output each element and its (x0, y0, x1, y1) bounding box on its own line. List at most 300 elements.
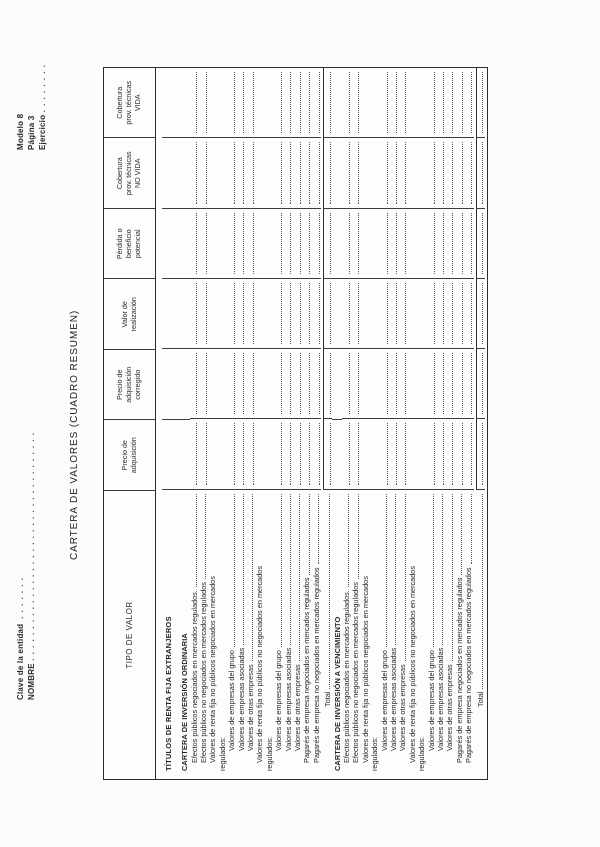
cell-dotted-line (387, 283, 388, 344)
table-row (436, 68, 445, 779)
row-label: Efectos públicos negociados en mercados regulados. (342, 590, 352, 763)
cell-dotted-line (196, 424, 197, 485)
column-header (104, 68, 155, 139)
cell-dotted-line (349, 72, 350, 133)
data-cell (464, 279, 473, 349)
cell-dotted-line (452, 283, 453, 344)
table-row (274, 68, 283, 779)
data-cell (199, 349, 208, 419)
cell-dotted-line (300, 283, 301, 344)
nombre-fill-dots: . . . . . . . . . . . . . . . . . . . . . . . . . . . . . . . . . . . . (27, 431, 36, 661)
data-cell (227, 209, 236, 279)
row-label: Efectos públicos negociados en mercados regulados. (189, 590, 199, 763)
column-header-line: potencial (132, 229, 142, 259)
table-row (284, 68, 293, 779)
data-cell (208, 68, 227, 138)
table-row (342, 68, 351, 779)
cell-dotted-line (234, 142, 235, 203)
cell-dotted-line (358, 353, 359, 414)
cell-dotted-line (396, 353, 397, 414)
data-cell (408, 138, 427, 208)
data-cell (332, 279, 342, 349)
table-row (380, 68, 389, 779)
row-label-cell (427, 490, 436, 779)
data-cell (237, 68, 246, 138)
row-label: Valores de renta fija no públicos no negociados en mercados (407, 565, 417, 763)
leader-dots (471, 494, 472, 565)
cell-dotted-line (482, 283, 483, 344)
data-cell (274, 138, 283, 208)
data-cell (180, 138, 190, 208)
tipo-de-valor-header: TIPO DE VALOR (125, 601, 134, 669)
cell-dotted-line (243, 283, 244, 344)
cell-dotted-line (281, 142, 282, 203)
data-cell (312, 349, 321, 419)
row-label: CARTERA DE INVERSIÓN ORDINARIA (180, 633, 190, 771)
cell-dotted-line (482, 353, 483, 414)
cell-dotted-line (387, 213, 388, 274)
clave-line (15, 432, 26, 700)
row-label: Valores de renta fija no públicos negociados en mercados (208, 576, 218, 763)
data-cell (323, 68, 332, 138)
row-label-cell (476, 490, 485, 779)
column-header-line: corregido (132, 369, 142, 400)
data-cell (274, 209, 283, 279)
data-cell (255, 209, 274, 279)
row-label-cell (323, 490, 332, 779)
column-header (104, 280, 155, 351)
data-cell (246, 138, 255, 208)
cell-dotted-line (452, 423, 453, 484)
data-cell (361, 68, 380, 138)
cell-dotted-line (349, 213, 350, 274)
page-line: Página 3 (27, 115, 36, 150)
data-cell (255, 420, 274, 490)
row-label-cell (246, 490, 255, 779)
leader-dots (281, 494, 282, 647)
data-cell (455, 420, 464, 490)
leader-dots (234, 494, 235, 647)
data-cell (332, 209, 342, 279)
cell-dotted-line (319, 424, 320, 485)
data-cell (361, 420, 380, 490)
data-cell (237, 209, 246, 279)
data-cell (227, 419, 236, 489)
cell-dotted-line (309, 142, 310, 203)
table-row (398, 68, 407, 779)
cell-dotted-line (405, 72, 406, 133)
row-label-cell (173, 490, 180, 779)
leader-dots (442, 494, 443, 645)
data-cell (274, 419, 283, 489)
cell-dotted-line (281, 283, 282, 344)
data-cell (342, 68, 351, 138)
data-cell (476, 68, 485, 138)
data-cell (476, 209, 485, 279)
column-headers (104, 68, 155, 491)
data-cell (180, 279, 190, 349)
row-label: Valores de empresas del grupo (426, 650, 436, 751)
cell-dotted-line (471, 142, 472, 203)
cell-dotted-line (234, 353, 235, 414)
table-row (293, 68, 302, 779)
data-cell (284, 138, 293, 208)
data-cell (389, 419, 398, 489)
data-cell (302, 279, 311, 349)
row-label: Valores de empresas asociadas (436, 647, 445, 751)
cell-dotted-line (396, 72, 397, 133)
cell-dotted-line (405, 142, 406, 203)
data-cell (323, 138, 332, 208)
data-cell (476, 138, 485, 208)
row-label-wrap: regulados: (417, 736, 427, 771)
data-cell (332, 68, 342, 138)
data-cell (302, 209, 311, 279)
cell-dotted-line (482, 142, 483, 203)
table-row (476, 68, 485, 779)
row-label-cell (293, 490, 302, 779)
cell-dotted-line (309, 213, 310, 274)
data-cell (427, 279, 436, 349)
cell-dotted-line (253, 283, 254, 344)
data-cell (351, 68, 360, 138)
cell-dotted-line (387, 423, 388, 484)
table-row (237, 68, 246, 779)
cell-dotted-line (253, 72, 254, 133)
cell-dotted-line (349, 353, 350, 414)
data-cell (445, 68, 454, 138)
data-cell (255, 68, 274, 138)
row-label: Valores de otras empresas (398, 664, 408, 751)
cell-dotted-line (309, 283, 310, 344)
nombre-line (26, 432, 37, 700)
data-cell (445, 209, 454, 279)
cell-dotted-line (206, 213, 207, 274)
cell-dotted-line (387, 353, 388, 414)
data-cell (199, 420, 208, 490)
data-cell (162, 68, 173, 138)
cell-dotted-line (434, 283, 435, 344)
leader-dots (482, 494, 483, 689)
data-cell (162, 279, 173, 349)
data-cell (351, 138, 360, 208)
cell-dotted-line (358, 213, 359, 274)
cell-dotted-line (243, 142, 244, 203)
row-label-cell (274, 490, 283, 779)
data-cell (227, 138, 236, 208)
row-label-cell (398, 490, 407, 779)
table-row (455, 68, 464, 779)
row-label-cell (342, 490, 351, 779)
data-cell (190, 68, 199, 138)
cell-dotted-line (471, 424, 472, 485)
cell-dotted-line (358, 142, 359, 203)
column-header-line: prov. técnicas (124, 151, 134, 196)
leader-dots (299, 494, 300, 662)
data-cell (190, 420, 199, 490)
row-label: Total (323, 691, 333, 707)
cell-dotted-line (405, 423, 406, 484)
leader-dots (386, 494, 387, 647)
cell-dotted-line (206, 142, 207, 203)
data-cell (464, 349, 473, 419)
data-cell (312, 138, 321, 208)
cell-dotted-line (434, 423, 435, 484)
data-cell (173, 138, 180, 208)
data-cell (361, 209, 380, 279)
table-row (173, 68, 180, 779)
cell-dotted-line (396, 142, 397, 203)
row-label-cell (162, 490, 173, 779)
data-cell (436, 419, 445, 489)
table-row (246, 68, 255, 779)
data-cell (274, 279, 283, 349)
data-cell (302, 138, 311, 208)
summary-table (103, 67, 488, 780)
data-cell (255, 279, 274, 349)
cell-dotted-line (319, 353, 320, 414)
data-cell (180, 420, 190, 490)
data-cell (351, 349, 360, 419)
row-label-cell (445, 490, 454, 779)
data-cell (408, 279, 427, 349)
data-cell (180, 349, 190, 419)
data-cell (173, 349, 180, 419)
exercise-label: Ejercicio (38, 114, 47, 150)
cell-dotted-line (396, 213, 397, 274)
data-cell (190, 279, 199, 349)
row-label: Valores de renta fija no públicos negociados en mercados (360, 576, 370, 763)
data-cell (455, 209, 464, 279)
row-label-cell (436, 490, 445, 779)
data-cell (208, 420, 227, 490)
column-header (104, 350, 155, 421)
data-cell (398, 419, 407, 489)
data-cell (389, 68, 398, 138)
cell-dotted-line (462, 142, 463, 203)
cell-dotted-line (443, 213, 444, 274)
row-label: CARTERA DE INVERSIÓN A VENCIMIENTO (332, 616, 342, 771)
data-cell (302, 420, 311, 490)
cell-dotted-line (443, 353, 444, 414)
cell-dotted-line (471, 213, 472, 274)
table-row (464, 68, 473, 779)
data-cell (199, 68, 208, 138)
data-cell (436, 68, 445, 138)
row-label: Valores de empresas del grupo (379, 650, 389, 751)
cell-dotted-line (319, 213, 320, 274)
data-cell (464, 420, 473, 490)
data-cell (199, 279, 208, 349)
data-cell (246, 279, 255, 349)
data-cell (361, 138, 380, 208)
data-cell (323, 419, 332, 489)
cell-dotted-line (405, 213, 406, 274)
table-body (156, 68, 489, 779)
data-cell (351, 209, 360, 279)
row-label: Valores de otras empresas (445, 664, 455, 751)
data-cell (342, 349, 351, 419)
cell-dotted-line (300, 353, 301, 414)
row-label-cell (237, 490, 246, 779)
data-cell (312, 279, 321, 349)
data-cell (323, 209, 332, 279)
cell-dotted-line (309, 424, 310, 485)
data-cell (199, 209, 208, 279)
column-header-line: Cobertura (115, 86, 125, 119)
cell-dotted-line (462, 213, 463, 274)
cell-dotted-line (462, 72, 463, 133)
cell-dotted-line (452, 72, 453, 133)
cell-dotted-line (358, 424, 359, 485)
data-cell (380, 419, 389, 489)
data-cell (332, 420, 342, 490)
cell-dotted-line (452, 213, 453, 274)
cell-dotted-line (462, 353, 463, 414)
table-row (180, 68, 190, 779)
data-cell (398, 209, 407, 279)
row-label-cell (284, 490, 293, 779)
cell-dotted-line (452, 142, 453, 203)
data-cell (190, 209, 199, 279)
cell-dotted-line (290, 353, 291, 414)
data-cell (323, 349, 332, 419)
data-cell (408, 68, 427, 138)
data-cell (208, 279, 227, 349)
data-cell (342, 420, 351, 490)
table-row (332, 68, 342, 779)
data-cell (199, 138, 208, 208)
data-cell (208, 209, 227, 279)
data-cell (274, 349, 283, 419)
leader-dots (196, 494, 197, 587)
data-cell (436, 209, 445, 279)
data-cell (389, 279, 398, 349)
data-cell (389, 349, 398, 419)
data-cell (255, 138, 274, 208)
row-label-wrap: regulados: (264, 736, 274, 771)
row-label: Valores de otras empresas (292, 664, 302, 751)
row-label: Valores de renta fija no públicos no negociados en mercados (255, 565, 265, 763)
data-cell (293, 419, 302, 489)
data-cell (302, 68, 311, 138)
data-cell (342, 209, 351, 279)
data-cell (312, 209, 321, 279)
row-label-cell (464, 490, 473, 779)
cell-dotted-line (281, 213, 282, 274)
leader-dots (329, 494, 330, 689)
data-cell (342, 138, 351, 208)
data-cell (274, 68, 283, 138)
cell-dotted-line (309, 72, 310, 133)
data-cell (284, 68, 293, 138)
table-row (427, 68, 436, 779)
cell-dotted-line (281, 353, 282, 414)
cell-dotted-line (234, 423, 235, 484)
data-cell (312, 68, 321, 138)
cell-dotted-line (290, 142, 291, 203)
cell-dotted-line (330, 213, 331, 274)
leader-dots (433, 494, 434, 647)
row-label-cell (255, 490, 274, 779)
row-label-cell (408, 490, 427, 779)
cell-dotted-line (196, 142, 197, 203)
data-cell (312, 420, 321, 490)
data-cell (332, 138, 342, 208)
leader-dots (309, 494, 310, 575)
data-cell (476, 419, 485, 489)
table-row (323, 68, 332, 779)
clave-label: Clave de la entidad (16, 623, 25, 700)
data-cell (436, 279, 445, 349)
cell-dotted-line (452, 353, 453, 414)
data-cell (389, 138, 398, 208)
form-title: CARTERA DE VALORES (CUADRO RESUMEN) (69, 309, 80, 560)
table-row (408, 68, 427, 779)
row-label: Valores de empresas asociadas (389, 647, 399, 751)
data-cell (237, 279, 246, 349)
entity-id-block (15, 432, 37, 700)
data-cell (237, 419, 246, 489)
column-header-line: prov. técnicas (124, 80, 134, 125)
data-cell (332, 349, 342, 419)
row-label-wrap: regulados: (217, 736, 227, 771)
data-cell (445, 349, 454, 419)
column-header-line: VIDA (132, 94, 142, 112)
cell-dotted-line (405, 353, 406, 414)
row-label: Pagarés de empresa no negociados en mercados regulados (464, 567, 474, 763)
data-cell (173, 209, 180, 279)
data-cell (389, 209, 398, 279)
cell-dotted-line (482, 72, 483, 133)
data-cell (293, 138, 302, 208)
data-cell (180, 209, 190, 279)
cell-dotted-line (405, 283, 406, 344)
data-cell (455, 138, 464, 208)
leader-dots (243, 494, 244, 645)
data-cell (284, 209, 293, 279)
cell-dotted-line (387, 142, 388, 203)
data-cell (408, 209, 427, 279)
data-cell (436, 349, 445, 419)
table-row (160, 68, 173, 779)
data-cell (162, 138, 173, 208)
data-cell (455, 349, 464, 419)
column-header-line: Pérdida o (115, 228, 125, 260)
data-cell (227, 68, 236, 138)
cell-dotted-line (482, 213, 483, 274)
cell-dotted-line (243, 213, 244, 274)
leader-dots (318, 494, 319, 565)
row-label-cell (180, 490, 190, 779)
data-cell (464, 68, 473, 138)
row-label-cell (332, 490, 342, 779)
data-cell (398, 68, 407, 138)
data-cell (208, 138, 227, 208)
cell-dotted-line (290, 283, 291, 344)
column-header-line: Precio de (115, 369, 125, 400)
row-label: Valores de empresas asociadas (283, 647, 293, 751)
cell-dotted-line (330, 423, 331, 484)
data-cell (323, 279, 332, 349)
row-label: Pagarés de empresa negociados en mercados regulados (454, 577, 464, 763)
cell-dotted-line (253, 353, 254, 414)
data-cell (173, 279, 180, 349)
column-header-line: NO VIDA (132, 158, 142, 189)
cell-dotted-line (482, 423, 483, 484)
data-cell (436, 138, 445, 208)
data-cell (180, 68, 190, 138)
